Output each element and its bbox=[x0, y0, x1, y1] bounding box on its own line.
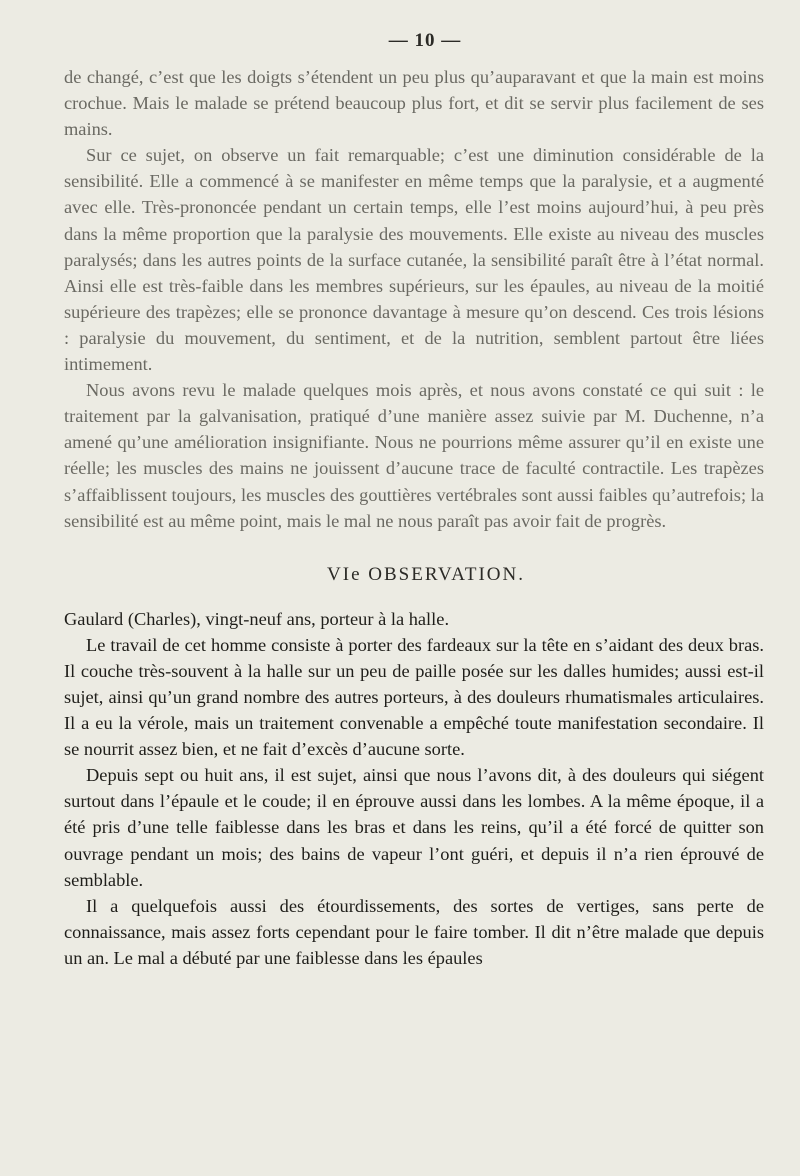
text-block-after bbox=[64, 606, 764, 971]
paragraph-pain-history: Depuis sept ou huit ans, il est sujet, ainsi que nous l’avons dit, à des douleurs qui siégent surtout dans l’épaule et le coude; il en éprouve aussi dans les lombes. A la même époque, il a été pris d’une telle faiblesse dans les bras et dans les reins, qu’il a été forcé de quitter son ouvrage pendant un mois; des bains de vapeur l’ont guéri, et depuis il n’a rien éprouvé de semblable. bbox=[64, 765, 764, 890]
paragraph-work-history: Le travail de cet homme consiste à porter des fardeaux sur la tête en s’aidant des deux bras. Il couche très-souvent à la halle sur un peu de paille posée sur les dalles humides; aussi est-il sujet, ainsi qu’un grand nombre des autres porteurs, à des douleurs rhumatismales articulaires. Il a eu la vérole, mais un traitement convenable a empêché toute manifestation secondaire. Il se nourrit assez bien, et ne fait d’excès d’aucune sorte. bbox=[64, 634, 764, 760]
page-number: — 10 — bbox=[388, 30, 462, 51]
paragraph-vertigo: Il a quelquefois aussi des étourdissements, des sortes de vertiges, sans perte de connaissance, mais assez forts cependant pour le faire tomber. Il dit n’être malade que depuis un an. Le mal a débuté par une faiblesse dans les épaules bbox=[64, 895, 764, 968]
case-name: Gaulard (Charles), vingt-neuf ans, porteur à la halle. bbox=[64, 608, 450, 629]
paragraph-follow-up: Nous avons revu le malade quelques mois après, et nous avons constaté ce qui suit : le traitement par la galvanisation, pratiqué d’une manière assez suivie par M. Duchenne, n’a amené qu’une amélioration insignifiante. Nous ne pourrions même assurer qu’il en existe une réelle; les muscles des mains ne jouissent d’aucune trace de faculté contractile. Les trapèzes s’affaiblissent toujours, les muscles des gouttières vertébrales sont aussi faibles qu’autrefois; la sensibilité est au même point, mais le mal ne nous paraît pas avoir fait de progrès. bbox=[64, 380, 764, 531]
section-heading: VIe OBSERVATION. bbox=[327, 563, 525, 585]
paragraph-sensibility: Sur ce sujet, on observe un fait remarquable; c’est une diminution considérable de la sensibilité. Elle a commencé à se manifester en même temps que la paralysie, et a augmenté avec elle. Très-prononcée pendant un certain temps, elle l’est moins aujourd’hui, à peu près dans la même proportion que la paralysie des mouvements. Elle existe au niveau des muscles paralysés; dans les autres points de la surface cutanée, la sensibilité paraît être à l’état normal. Ainsi elle est très-faible dans les membres supérieurs, sur les épaules, au niveau de la moitié supérieure des trapèzes; elle se prononce davantage à mesure qu’on descend. Ces trois lésions : paralysie du mouvement, du sentiment, et de la nutrition, semblent partout être liées intimement. bbox=[64, 145, 764, 375]
text-block-before bbox=[64, 64, 764, 534]
paragraph-continued: de changé, c’est que les doigts s’étendent un peu plus qu’auparavant et que la main est moins crochue. Mais le malade se prétend beaucoup plus fort, et dit se servir plus facilement de ses mains. bbox=[64, 67, 764, 140]
